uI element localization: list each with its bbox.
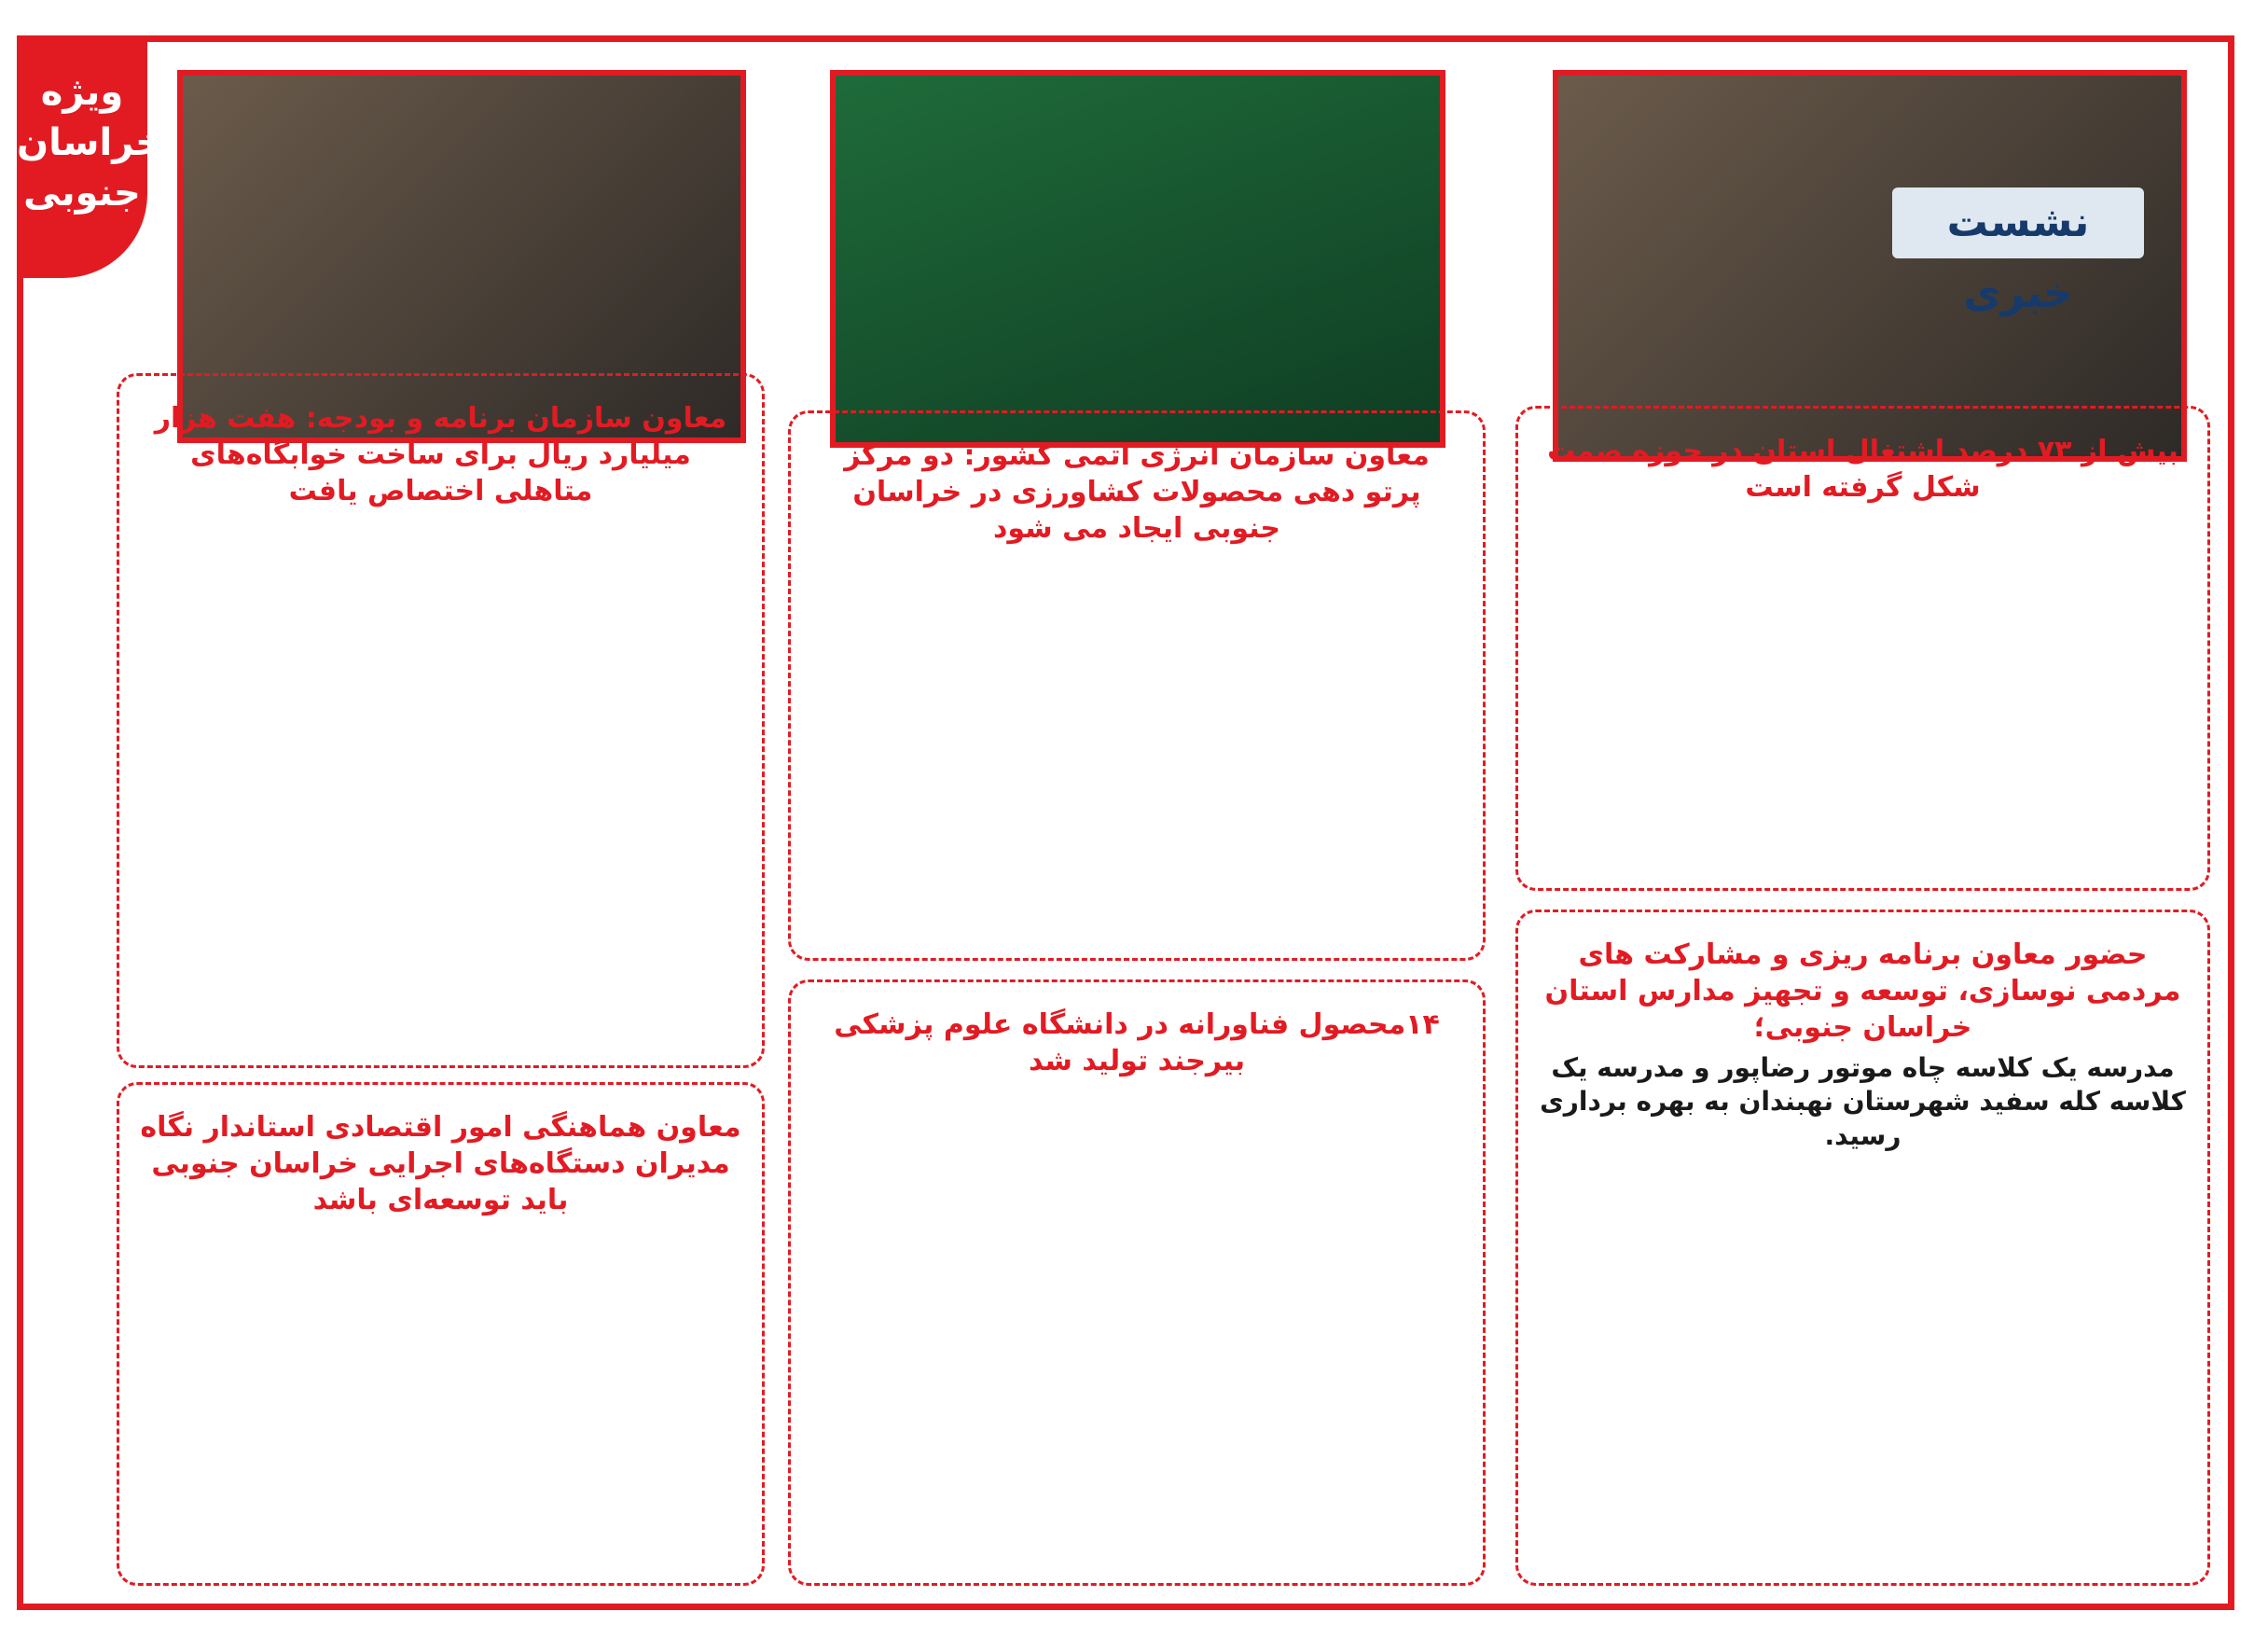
photo-right-caption: نشست خبری [1892, 188, 2144, 258]
article-economic [117, 1082, 765, 1586]
section-tag-line1: ویژه [40, 71, 124, 114]
article-schools [1515, 910, 2210, 1586]
article-irradiation-title: معاون سازمان انرژی اتمی کشور: دو مرکز پرتو دهی محصولات کشاورزی در خراسان جنوبی ایجاد می شود [844, 439, 1430, 545]
photo-center [830, 70, 1445, 448]
photo-right [1553, 70, 2187, 462]
article-dormitory-title: معاون سازمان برنامه و بودجه: هفت هزار میلیارد ریال برای ساخت خوابگاه‌های متاهلی اختصاص یافت [154, 402, 727, 507]
article-dormitory [117, 373, 765, 1068]
article-economic-title: معاون هماهنگی امور اقتصادی استاندار نگاه مدیران دستگاه‌های اجرایی خراسان جنوبی باید توسعه‌ای باشد [140, 1111, 741, 1216]
section-tag [17, 35, 162, 278]
article-schools-title: حضور معاون برنامه ریزی و مشارکت های مردمی نوسازی، توسعه و تجهیز مدارس استان خراسان جنوبی؛ [1544, 938, 2181, 1044]
article-employment [1515, 406, 2210, 891]
article-employment-title: بیش از ۷۳ درصد اشتغال استان در حوزه صمت شکل گرفته است [1547, 435, 2178, 504]
article-products [788, 979, 1486, 1586]
section-tag-line2: خراسان [17, 121, 162, 164]
article-irradiation [788, 410, 1486, 961]
section-tag-line3: جنوبی [23, 172, 141, 215]
article-schools-subtitle: مدرسه یک کلاسه چاه موتور رضاپور و مدرسه یک کلاسه کله سفید شهرستان نهبندان به بهره برداری رسید. [1540, 1052, 2186, 1151]
article-products-title: ۱۴محصول فناورانه در دانشگاه علوم پزشکی بیرجند تولید شد [834, 1008, 1440, 1077]
